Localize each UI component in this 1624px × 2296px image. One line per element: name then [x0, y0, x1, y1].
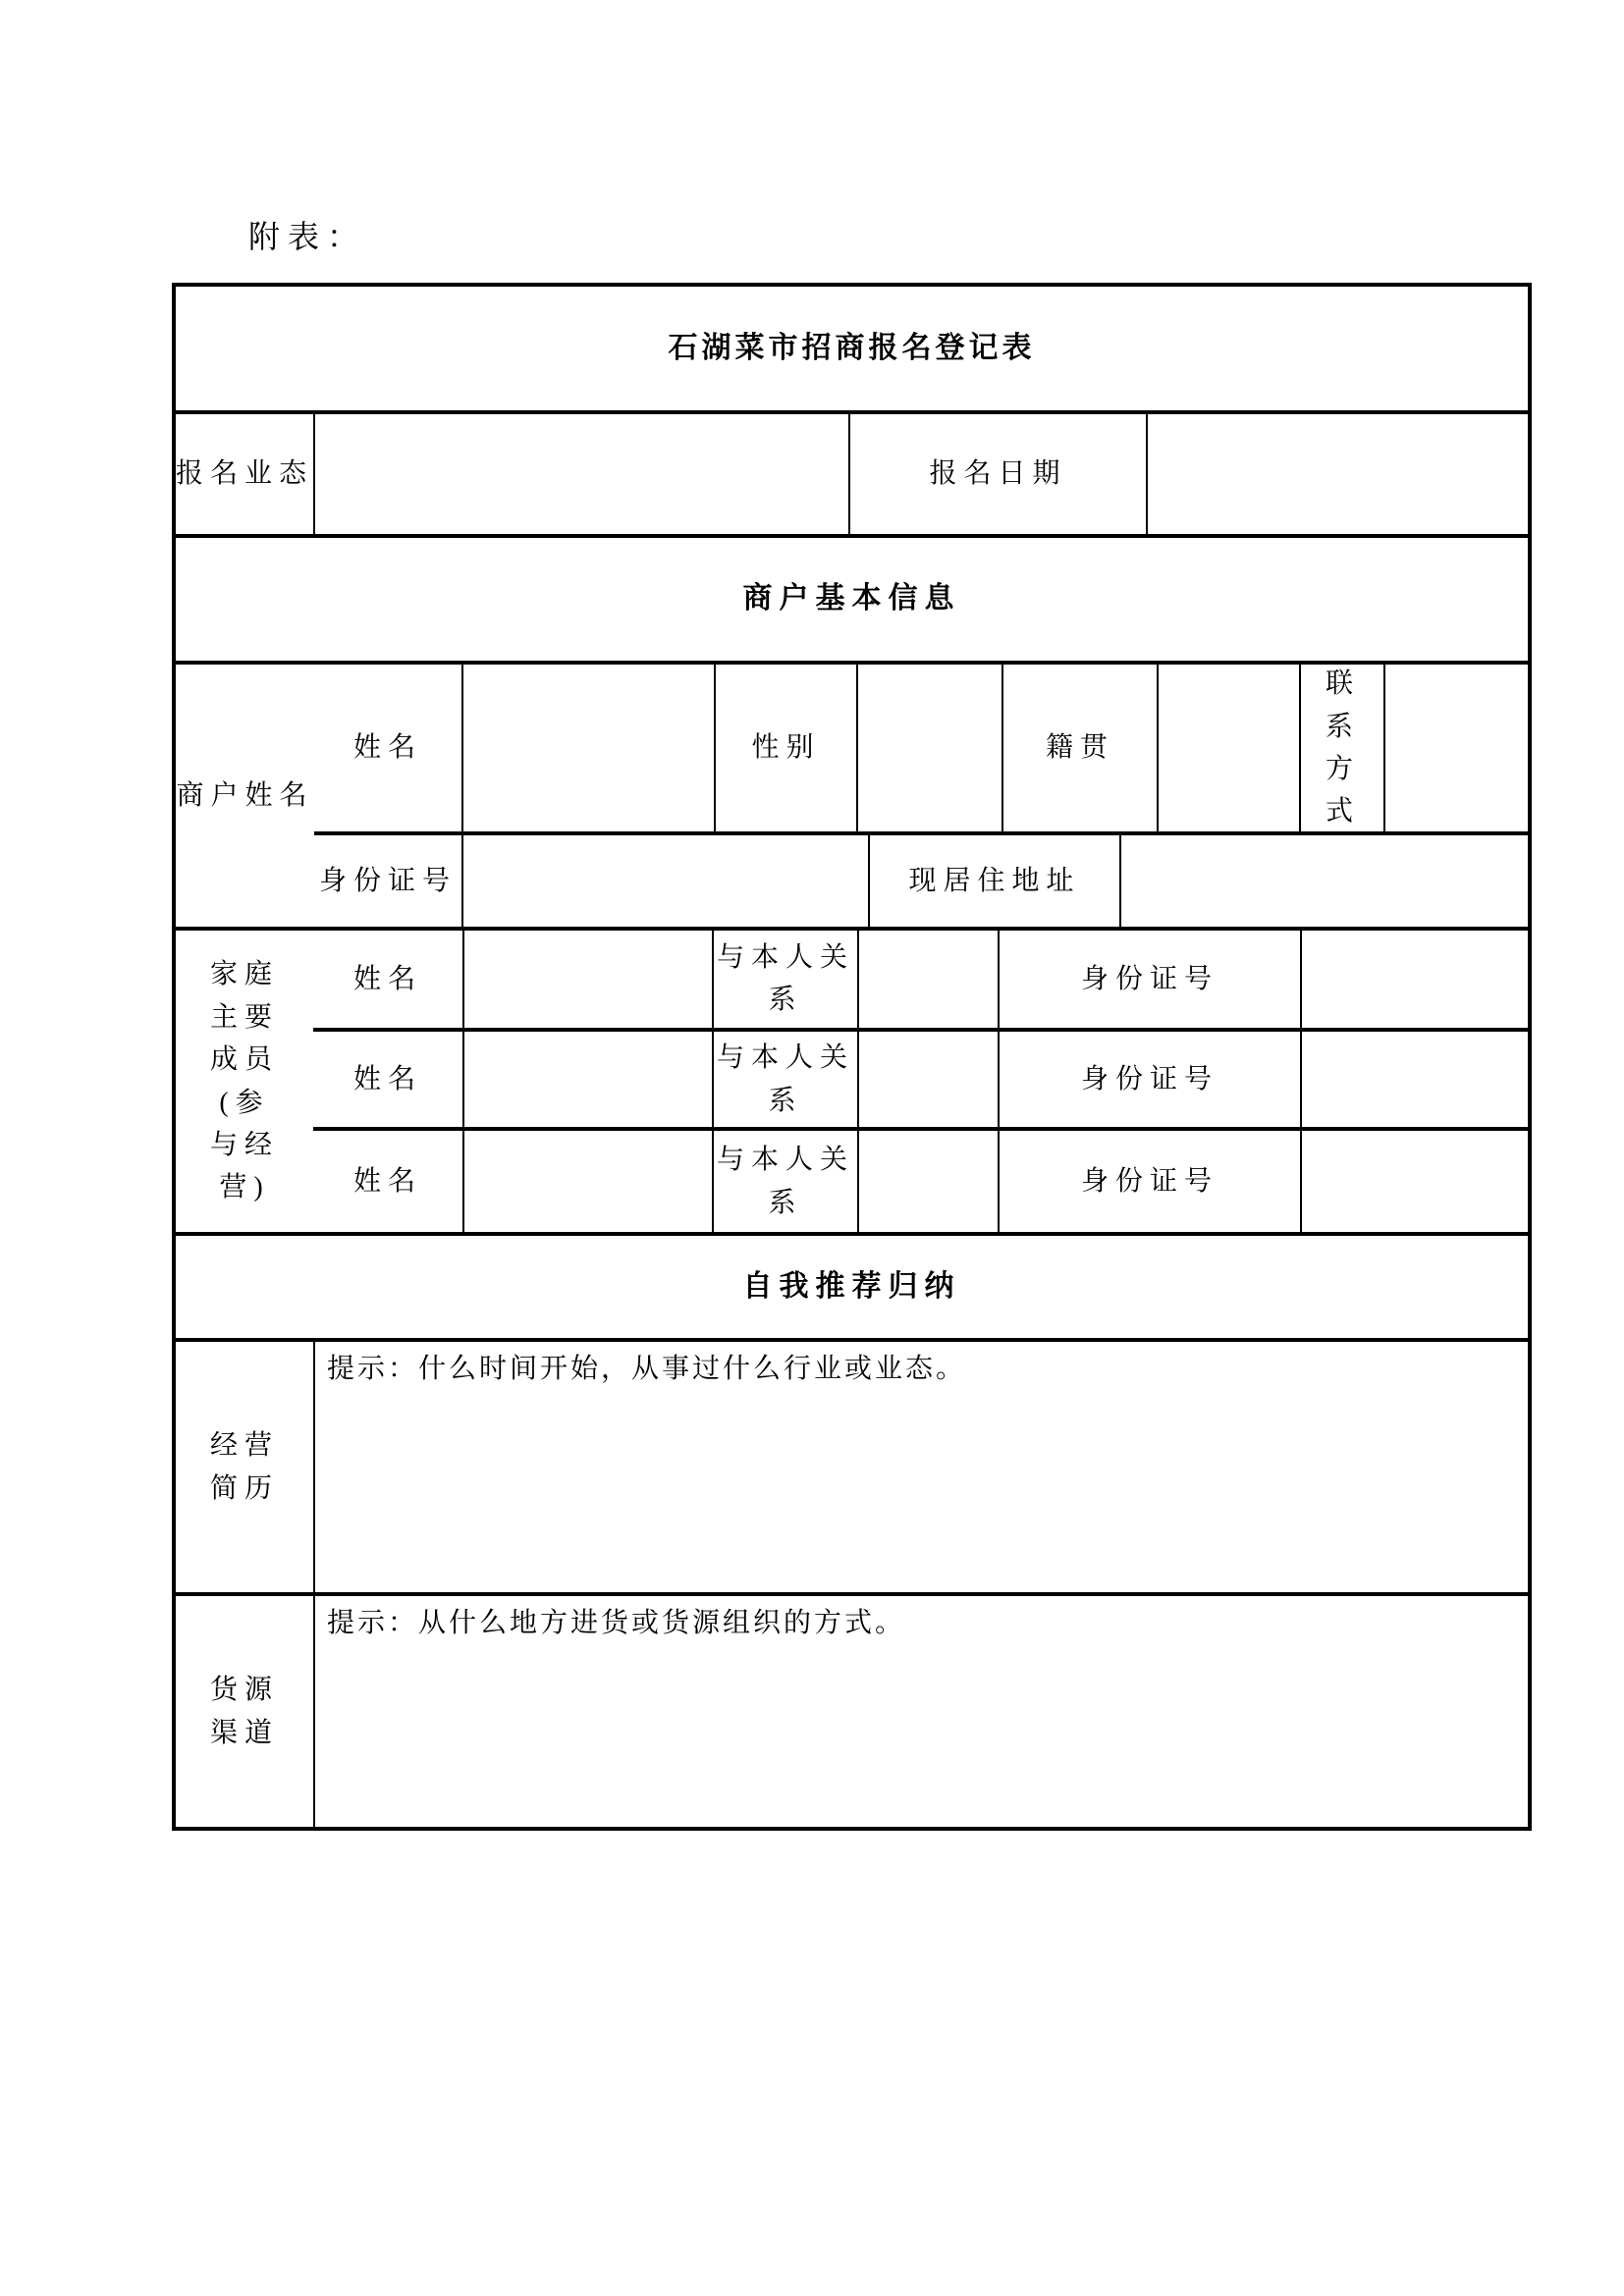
self-recommendation-header-row: [176, 1232, 1528, 1338]
family-relation-field[interactable]: [857, 1032, 998, 1128]
merchant-id-address-row: [314, 831, 1528, 927]
family-name-label: 姓名: [352, 1063, 422, 1095]
supply-channel-hint: 提示：从什么地方进货或货源组织的方式。: [327, 1608, 906, 1638]
self-recommendation-header: 自我推荐归纳: [742, 1269, 961, 1303]
family-name-label: 姓名: [352, 963, 422, 994]
attachment-label: 附表：: [248, 219, 367, 254]
family-name-field[interactable]: [462, 1032, 712, 1128]
business-history-label: [176, 1342, 313, 1592]
gender-field[interactable]: [856, 665, 1001, 831]
family-id-label: 身份证号: [998, 931, 1300, 1028]
family-id-field[interactable]: [1300, 931, 1528, 1028]
family-relation-label: 与本人关系: [712, 1032, 857, 1128]
name-label: 姓名: [352, 732, 422, 764]
family-relation-label: 与本人关系: [712, 1131, 857, 1232]
registration-table: [172, 283, 1532, 1831]
registration-row: [176, 410, 1528, 534]
family-id-field[interactable]: [1300, 1131, 1528, 1232]
business-history-field[interactable]: [313, 1342, 1528, 1592]
date-label: 报名日期: [848, 414, 1146, 534]
supply-channel-row: [176, 1592, 1528, 1827]
family-relation-field[interactable]: [857, 931, 998, 1028]
name-field[interactable]: [461, 665, 714, 831]
family-id-field[interactable]: [1300, 1032, 1528, 1128]
business-history-hint: 提示：什么时间开始，从事过什么行业或业态。: [327, 1354, 967, 1384]
address-label: 现居住地址: [868, 835, 1119, 927]
merchant-info-block: [176, 661, 1528, 927]
family-name-field[interactable]: [462, 1131, 712, 1232]
id-number-field[interactable]: [461, 835, 868, 927]
supply-channel-field[interactable]: [313, 1596, 1528, 1827]
address-field[interactable]: [1119, 835, 1528, 927]
family-id-label: 身份证号: [998, 1131, 1300, 1232]
contact-label-text: 联系方式: [1326, 668, 1361, 828]
gender-label: 性别: [714, 665, 856, 831]
native-place-label: 籍贯: [1001, 665, 1157, 831]
family-id-label: 身份证号: [998, 1032, 1300, 1128]
merchant-info-header-row: [176, 534, 1528, 661]
family-members-block: [176, 927, 1528, 1232]
family-members-label: [176, 931, 313, 1232]
table-title: 石湖菜市招商报名登记表: [668, 331, 1036, 364]
business-history-label-text: 经营简历: [209, 1430, 279, 1504]
supply-channel-label: [176, 1596, 313, 1827]
merchant-info-header: 商户基本信息: [742, 582, 961, 615]
family-members-label-text: 家庭主要成员(参与经营): [209, 959, 279, 1203]
family-name-label: 姓名: [352, 1165, 422, 1197]
business-type-label: 报名业态: [176, 458, 313, 490]
id-number-label: 身份证号: [318, 865, 457, 896]
family-row: [313, 1127, 1528, 1232]
contact-field[interactable]: [1383, 665, 1528, 831]
family-name-field[interactable]: [462, 931, 712, 1028]
family-row: [313, 1028, 1528, 1128]
merchant-name-label: 商户姓名: [176, 779, 314, 811]
title-row: [176, 287, 1528, 410]
supply-channel-label-text: 货源渠道: [209, 1675, 279, 1748]
business-history-row: [176, 1338, 1528, 1592]
family-relation-label: 与本人关系: [712, 931, 857, 1028]
family-relation-field[interactable]: [857, 1131, 998, 1232]
business-type-field[interactable]: [313, 414, 848, 534]
native-place-field[interactable]: [1157, 665, 1299, 831]
date-field[interactable]: [1146, 414, 1528, 534]
contact-label: [1299, 665, 1383, 831]
family-row: [313, 931, 1528, 1028]
merchant-identity-row: [314, 665, 1528, 831]
